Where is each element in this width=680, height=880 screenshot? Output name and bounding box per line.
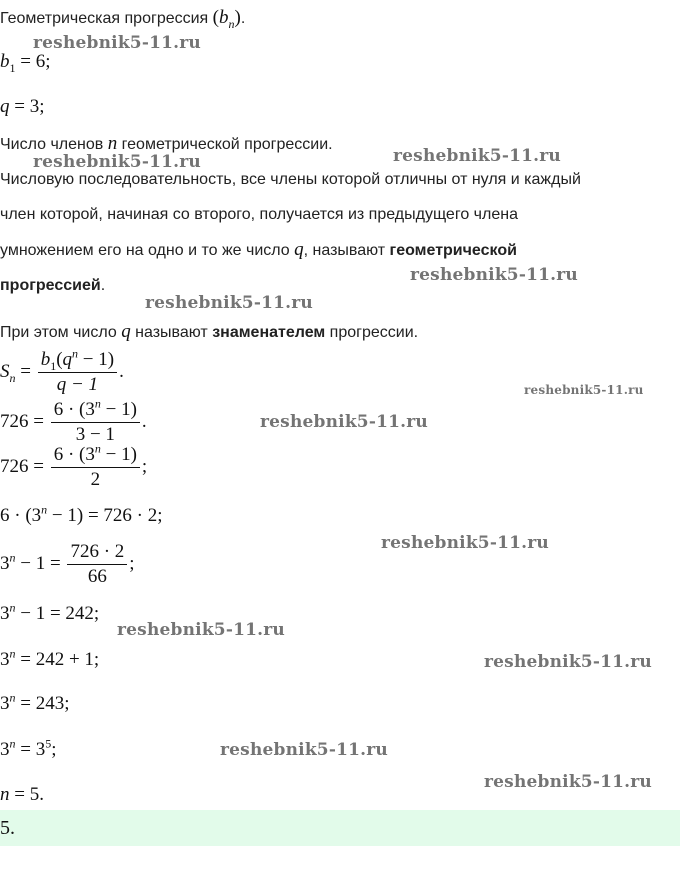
watermark: reshebnik5-11.ru (393, 146, 561, 166)
watermark: reshebnik5-11.ru (484, 772, 652, 792)
watermark: reshebnik5-11.ru (33, 33, 201, 53)
step-5: $3^n - 1 = 242$; (0, 600, 100, 624)
definition-line-2: член которой, начиная со второго, получается из предыдущего члена (0, 206, 518, 223)
step-9: n = 5. (0, 784, 44, 805)
step-2: 726 = $\frac{6 \cdot (3^n - 1)}{2}$ ; (0, 441, 148, 491)
step-4: $3^n - 1$ = $\frac{726 \cdot 2}{66}$ ; (0, 541, 135, 588)
answer-value: 5. (0, 817, 15, 839)
definition-line-3: умножением его на одно и то же число q, называют геометрической (0, 239, 517, 260)
step-3: $6 \cdot (3^n - 1) = 726 \cdot 2$; (0, 502, 163, 526)
answer-box (0, 810, 680, 846)
watermark: reshebnik5-11.ru (220, 740, 388, 760)
watermark: reshebnik5-11.ru (260, 412, 428, 432)
problem-title: Геометрическая прогрессия $(b_n)$. (0, 7, 246, 31)
step-6: $3^n = 242 + 1$; (0, 646, 100, 670)
watermark: reshebnik5-11.ru (117, 620, 285, 640)
given-n: Число членов n геометрической прогрессии. (0, 133, 333, 154)
watermark: reshebnik5-11.ru (381, 533, 549, 553)
definition-line-5: При этом число q называют знаменателем прогрессии. (0, 321, 419, 342)
definition-line-4: прогрессией. (0, 277, 106, 294)
watermark: reshebnik5-11.ru (145, 293, 313, 313)
definition-line-1: Числовую последовательность, все члены которой отличны от нуля и каждый (0, 171, 581, 188)
watermark: reshebnik5-11.ru (33, 152, 201, 172)
step-8: $3^n = 3^5$; (0, 736, 57, 760)
given-q: q = 3; (0, 96, 45, 117)
step-1: 726 = $\frac{6 \cdot (3^n - 1)}{3 - 1}$ . (0, 396, 147, 446)
watermark: reshebnik5-11.ru (524, 383, 644, 397)
step-7: $3^n = 243$; (0, 690, 70, 714)
watermark: reshebnik5-11.ru (410, 265, 578, 285)
watermark: reshebnik5-11.ru (484, 652, 652, 672)
sum-formula: $S_n$ = $\frac{b_1(q^n - 1)}{q - 1}$ . (0, 346, 124, 396)
given-b1: $b_1 = 6$; (0, 51, 51, 75)
